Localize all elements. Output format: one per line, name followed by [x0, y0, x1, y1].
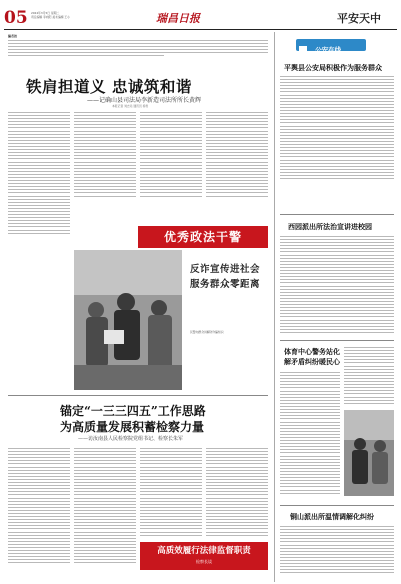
page-number: 05	[4, 8, 28, 28]
side-story3-title: 体育中心警务站化解矛盾纠纷暖民心	[284, 347, 340, 366]
article-divider	[8, 395, 268, 396]
editor-line: 责任编辑 李向阳 美术编辑 王小	[31, 15, 71, 19]
main-byline: 本报记者 刘志远 通讯员 杨雪	[112, 104, 149, 108]
police-online-text: 公安在线	[315, 46, 342, 54]
main-body-col1	[8, 112, 70, 236]
second-body-col4	[206, 448, 268, 538]
side-story4-title: 铜山派出所温情调解化纠纷	[290, 512, 374, 521]
side-story2-title: 西园派出所法治宣讲进校园	[288, 222, 372, 231]
side-divider-1	[280, 214, 394, 215]
main-body-col3	[140, 112, 202, 199]
side-divider-3	[280, 505, 394, 506]
side-story3-body-left	[280, 372, 340, 496]
banner-legal-supervision-sub: 检察长谈	[196, 559, 212, 564]
banner-legal-supervision	[140, 542, 268, 570]
police-online-icon	[299, 46, 307, 54]
main-subheadline: ——记确山县司法局李新造司法所所长黄辉	[87, 97, 202, 104]
main-body-col4	[206, 112, 268, 199]
side-photo-graphic	[344, 410, 394, 496]
photo-graphic	[74, 250, 182, 390]
side-story4-body	[280, 526, 394, 576]
masthead-meta	[31, 11, 70, 19]
main-body-col2	[74, 112, 136, 199]
paper-name-logo: 瑞昌日报	[156, 12, 200, 25]
banner-excellent-officer-text: 优秀政法干警	[163, 230, 242, 244]
news-photo-police-public	[74, 250, 182, 390]
section-title: 平安天中	[337, 12, 381, 25]
banner-excellent-officer	[138, 226, 268, 248]
side-story2-body	[280, 236, 394, 335]
second-body-col3	[140, 448, 202, 538]
second-body-col2	[74, 448, 136, 566]
second-body-col1	[8, 448, 70, 566]
editor-note-text	[8, 40, 268, 59]
photo-caption: 民警向群众讲解防诈骗知识	[190, 330, 224, 334]
side-story3-photo	[344, 410, 394, 496]
main-headline: 铁肩担道义 忠诚筑和谐	[26, 77, 192, 96]
side-divider-2	[280, 340, 394, 341]
second-headline-line1: 锚定“一三三四五”工作思路	[60, 404, 206, 418]
second-headline-line2: 为高质量发展积蓄检察力量	[60, 420, 205, 434]
issue-date: 2024年3月5日 星期二	[31, 11, 60, 15]
column-divider	[274, 32, 275, 582]
side-story1-body	[280, 76, 394, 181]
side-story1-title: 平舆县公安局积极作为服务群众	[284, 63, 382, 72]
second-subheadline: ——访汝南县人民检察院党组书记、检察长朱军	[78, 436, 184, 442]
banner-legal-supervision-text: 高质效履行法律监督职责	[157, 546, 251, 556]
pullquote-text: 反诈宣传进社会服务群众零距离	[190, 264, 261, 290]
police-online-label	[296, 39, 366, 54]
editor-note-label: 编者按	[8, 34, 18, 38]
masthead-rule	[4, 29, 397, 30]
side-story3-body-right	[344, 347, 394, 406]
pullquote-box	[190, 262, 266, 308]
